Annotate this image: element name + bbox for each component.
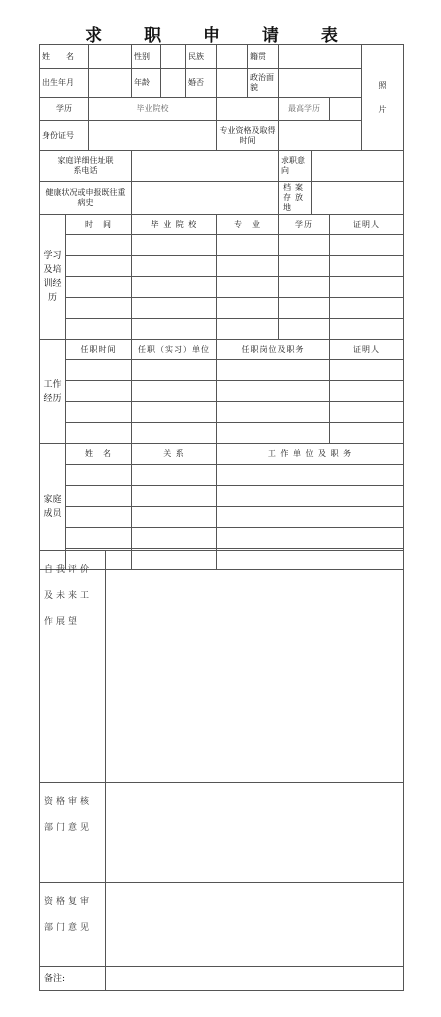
work-cell[interactable] xyxy=(132,402,217,423)
study-col-witness: 证明人 xyxy=(330,215,404,235)
family-cell[interactable] xyxy=(217,465,404,486)
photo-label-top: 照 xyxy=(378,80,387,90)
graduated-school-field[interactable] xyxy=(217,98,279,121)
study-cell[interactable] xyxy=(279,298,330,319)
remarks-label: 备注: xyxy=(40,967,106,991)
name-label: 姓 名 xyxy=(40,45,89,69)
family-cell[interactable] xyxy=(66,507,132,528)
work-cell[interactable] xyxy=(66,423,132,444)
work-cell[interactable] xyxy=(217,423,330,444)
study-cell[interactable] xyxy=(330,256,404,277)
ethnicity-label: 民族 xyxy=(186,45,217,69)
health-field[interactable] xyxy=(132,182,279,215)
study-col-time: 时 间 xyxy=(66,215,132,235)
id-number-field[interactable] xyxy=(89,121,217,151)
qualification-field[interactable] xyxy=(279,121,362,151)
work-cell[interactable] xyxy=(217,381,330,402)
family-cell[interactable] xyxy=(66,486,132,507)
work-cell[interactable] xyxy=(66,402,132,423)
birth-date-label: 出生年月 xyxy=(40,69,89,98)
photo-box[interactable] xyxy=(362,45,404,151)
family-cell[interactable] xyxy=(132,507,217,528)
study-cell[interactable] xyxy=(279,277,330,298)
family-cell[interactable] xyxy=(66,528,132,549)
work-cell[interactable] xyxy=(330,360,404,381)
family-col-unit: 工 作 单 位 及 职 务 xyxy=(217,444,404,465)
work-cell[interactable] xyxy=(132,381,217,402)
study-cell[interactable] xyxy=(330,298,404,319)
archive-field[interactable] xyxy=(312,182,404,215)
remarks-field[interactable] xyxy=(106,967,404,991)
study-cell[interactable] xyxy=(66,319,132,340)
work-cell[interactable] xyxy=(132,423,217,444)
work-col-witness: 证明人 xyxy=(330,340,404,360)
study-cell[interactable] xyxy=(279,235,330,256)
application-form xyxy=(39,44,404,570)
native-place-field[interactable] xyxy=(279,45,362,69)
age-field[interactable] xyxy=(161,69,186,98)
study-cell[interactable] xyxy=(330,235,404,256)
marital-label: 婚否 xyxy=(186,69,217,98)
work-cell[interactable] xyxy=(217,402,330,423)
health-label: 健康状况或申报既往重病史 xyxy=(40,182,132,215)
archive-label: 档案存放地 xyxy=(279,182,312,215)
study-cell[interactable] xyxy=(330,319,404,340)
age-label: 年龄 xyxy=(132,69,161,98)
study-cell[interactable] xyxy=(132,256,217,277)
evaluation-table xyxy=(39,550,404,991)
highest-degree-label: 最高学历 xyxy=(279,98,330,121)
work-col-unit: 任职（实习）单位 xyxy=(132,340,217,360)
study-cell[interactable] xyxy=(66,256,132,277)
native-place-label: 籍贯 xyxy=(248,45,279,69)
study-col-major: 专 业 xyxy=(217,215,279,235)
self-evaluation-label: 自我评价及未来工作展望 xyxy=(40,551,106,783)
study-cell[interactable] xyxy=(217,277,279,298)
work-section-label: 工作经历 xyxy=(40,340,66,444)
family-section-label: 家庭成员 xyxy=(40,444,66,570)
study-cell[interactable] xyxy=(330,277,404,298)
marital-field[interactable] xyxy=(217,69,248,98)
birth-date-field[interactable] xyxy=(89,69,132,98)
study-cell[interactable] xyxy=(217,298,279,319)
work-col-time: 任职时间 xyxy=(66,340,132,360)
study-section-label: 学习及培训经历 xyxy=(40,215,66,340)
address-label: 家庭详细住址联系电话 xyxy=(40,151,132,182)
qualification-recheck-label: 资格复审部门意见 xyxy=(40,883,106,967)
family-col-relation: 关 系 xyxy=(132,444,217,465)
study-cell[interactable] xyxy=(66,235,132,256)
study-cell[interactable] xyxy=(279,256,330,277)
political-label: 政治面貌 xyxy=(248,69,279,98)
qualification-recheck-field[interactable] xyxy=(106,883,404,967)
name-field[interactable] xyxy=(89,45,132,69)
work-cell[interactable] xyxy=(217,360,330,381)
education-label: 学历 xyxy=(40,98,89,121)
family-cell[interactable] xyxy=(217,507,404,528)
study-col-school: 毕 业 院 校 xyxy=(132,215,217,235)
study-cell[interactable] xyxy=(66,298,132,319)
qualification-review-field[interactable] xyxy=(106,783,404,883)
study-cell[interactable] xyxy=(132,235,217,256)
id-number-label: 身份证号 xyxy=(40,121,89,151)
qualification-label: 专业资格及取得时间 xyxy=(217,121,279,151)
study-cell[interactable] xyxy=(217,235,279,256)
graduated-school-label: 毕业院校 xyxy=(89,98,217,121)
study-cell[interactable] xyxy=(66,277,132,298)
work-cell[interactable] xyxy=(66,381,132,402)
work-cell[interactable] xyxy=(66,360,132,381)
address-field[interactable] xyxy=(132,151,279,182)
highest-degree-field[interactable] xyxy=(330,98,362,121)
job-intent-field[interactable] xyxy=(312,151,404,182)
family-cell[interactable] xyxy=(217,486,404,507)
study-cell[interactable] xyxy=(132,319,217,340)
family-col-name: 姓 名 xyxy=(66,444,132,465)
family-cell[interactable] xyxy=(132,528,217,549)
study-cell[interactable] xyxy=(132,277,217,298)
political-field[interactable] xyxy=(279,69,362,98)
job-intent-label: 求职意向 xyxy=(279,151,312,182)
ethnicity-field[interactable] xyxy=(217,45,248,69)
page-title: 求 职 申 请 表 xyxy=(85,26,356,46)
study-cell[interactable] xyxy=(132,298,217,319)
family-cell[interactable] xyxy=(132,486,217,507)
study-col-degree: 学历 xyxy=(279,215,330,235)
work-col-position: 任职岗位及职务 xyxy=(217,340,330,360)
self-evaluation-field[interactable] xyxy=(106,551,404,783)
family-cell[interactable] xyxy=(66,465,132,486)
work-cell[interactable] xyxy=(330,402,404,423)
study-cell[interactable] xyxy=(279,319,330,340)
photo-label-bottom: 片 xyxy=(378,104,387,114)
study-cell[interactable] xyxy=(217,256,279,277)
work-cell[interactable] xyxy=(330,381,404,402)
family-cell[interactable] xyxy=(217,528,404,549)
gender-field[interactable] xyxy=(161,45,186,69)
work-cell[interactable] xyxy=(132,360,217,381)
family-cell[interactable] xyxy=(132,465,217,486)
qualification-review-label: 资格审核部门意见 xyxy=(40,783,106,883)
work-cell[interactable] xyxy=(330,423,404,444)
study-cell[interactable] xyxy=(217,319,279,340)
gender-label: 性别 xyxy=(132,45,161,69)
